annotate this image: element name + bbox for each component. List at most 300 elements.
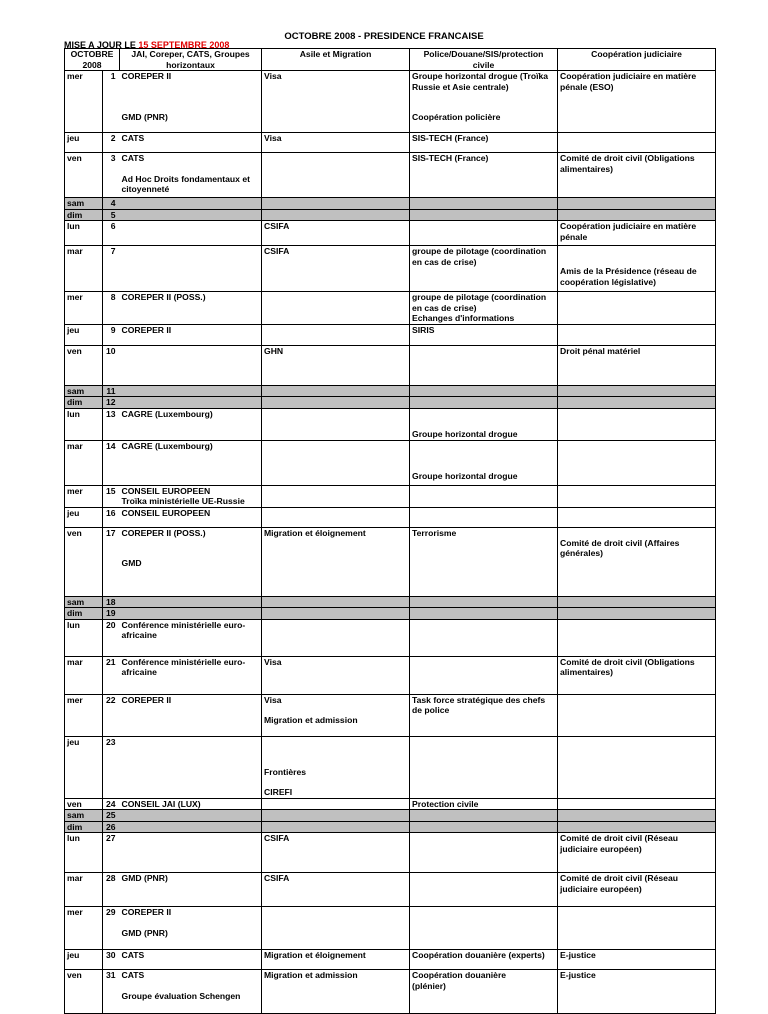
day-number: 17 bbox=[103, 527, 120, 596]
cell-c4 bbox=[558, 345, 716, 385]
day-name: lun bbox=[65, 408, 103, 440]
cell-line: alimentaires) bbox=[560, 163, 614, 174]
cell-c1 bbox=[120, 153, 262, 198]
cell-c4 bbox=[558, 810, 716, 822]
day-name: ven bbox=[65, 345, 103, 385]
cell-line bbox=[412, 409, 555, 419]
cell-line: alimentaires) bbox=[560, 667, 614, 677]
cell-line: de police bbox=[412, 705, 450, 715]
table-row bbox=[65, 198, 716, 210]
cell-c2 bbox=[262, 507, 410, 527]
cell-c4 bbox=[558, 292, 716, 325]
cell-line: en cas de crise) bbox=[412, 302, 477, 313]
cell-c1 bbox=[120, 221, 262, 246]
table-row bbox=[65, 153, 716, 198]
cell-line bbox=[412, 102, 555, 112]
cell-c4 bbox=[558, 798, 716, 810]
cell-c2 bbox=[262, 656, 410, 694]
cell-c4 bbox=[558, 485, 716, 507]
cell-c1 bbox=[120, 608, 262, 620]
cell-line: COREPER II bbox=[121, 694, 172, 705]
cell-line: Coopération judiciaire en matière bbox=[560, 221, 697, 231]
cell-c2 bbox=[262, 596, 410, 608]
cell-line bbox=[264, 777, 407, 787]
cell-c3 bbox=[410, 246, 558, 292]
day-number: 13 bbox=[103, 408, 120, 440]
cell-line: E-justice bbox=[560, 970, 596, 980]
cell-c4 bbox=[558, 970, 716, 1014]
day-name: mer bbox=[65, 71, 103, 133]
header-police: Police/Douane/SIS/protection civile bbox=[410, 49, 558, 71]
cell-c3 bbox=[410, 485, 558, 507]
cell-line: Migration et éloignement bbox=[264, 950, 366, 960]
cell-line: groupe de pilotage (coordination bbox=[412, 246, 547, 256]
cell-c2 bbox=[262, 798, 410, 810]
cell-line: Frontières bbox=[264, 766, 307, 777]
day-name: lun bbox=[65, 619, 103, 656]
cell-c2 bbox=[262, 385, 410, 397]
day-name: mer bbox=[65, 907, 103, 950]
cell-line: Migration et admission bbox=[264, 715, 358, 725]
cell-c1 bbox=[120, 833, 262, 873]
cell-line: Visa bbox=[264, 71, 282, 81]
cell-c2 bbox=[262, 833, 410, 873]
day-number: 14 bbox=[103, 440, 120, 485]
update-date: 15 SEPTEMBRE 2008 bbox=[138, 40, 230, 50]
cell-line: Comité de droit civil (Réseau bbox=[560, 873, 678, 883]
day-name: sam bbox=[65, 810, 103, 822]
cell-c4 bbox=[558, 209, 716, 221]
cell-c3 bbox=[410, 385, 558, 397]
cell-line: GHN bbox=[264, 345, 284, 356]
cell-c2 bbox=[262, 153, 410, 198]
cell-c3 bbox=[410, 873, 558, 907]
table-row bbox=[65, 821, 716, 833]
day-name: ven bbox=[65, 970, 103, 1014]
table-row bbox=[65, 970, 716, 1014]
cell-line bbox=[412, 451, 555, 461]
day-number: 4 bbox=[103, 198, 120, 210]
cell-c4 bbox=[558, 873, 716, 907]
day-number: 29 bbox=[103, 907, 120, 950]
table-row bbox=[65, 345, 716, 385]
cell-c2 bbox=[262, 950, 410, 970]
cell-c1 bbox=[120, 209, 262, 221]
cell-c2 bbox=[262, 810, 410, 822]
table-row bbox=[65, 798, 716, 810]
cell-c1 bbox=[120, 798, 262, 810]
day-name: sam bbox=[65, 385, 103, 397]
cell-line bbox=[122, 92, 260, 102]
day-number: 27 bbox=[103, 833, 120, 873]
cell-c3 bbox=[410, 798, 558, 810]
cell-c1 bbox=[120, 440, 262, 485]
cell-line: générales) bbox=[560, 548, 604, 558]
cell-c2 bbox=[262, 907, 410, 950]
cell-c1 bbox=[120, 485, 262, 507]
cell-c1 bbox=[120, 345, 262, 385]
cell-c4 bbox=[558, 596, 716, 608]
cell-c3 bbox=[410, 694, 558, 736]
day-number: 22 bbox=[103, 694, 120, 736]
day-name: mer bbox=[65, 485, 103, 507]
cell-line: CONSEIL EUROPEEN bbox=[121, 485, 211, 496]
cell-c4 bbox=[558, 656, 716, 694]
cell-c4 bbox=[558, 821, 716, 833]
cell-line bbox=[412, 441, 555, 451]
cell-line bbox=[122, 164, 260, 174]
cell-line: CSIFA bbox=[264, 246, 290, 256]
day-name: dim bbox=[65, 397, 103, 409]
cell-line: CATS bbox=[121, 133, 145, 143]
cell-line bbox=[122, 82, 260, 92]
cell-line: Conférence ministérielle euro- bbox=[121, 619, 246, 630]
day-number: 15 bbox=[103, 485, 120, 507]
table-row bbox=[65, 246, 716, 292]
cell-line bbox=[412, 419, 555, 429]
cell-c2 bbox=[262, 440, 410, 485]
cell-c2 bbox=[262, 619, 410, 656]
cell-line: GMD bbox=[121, 558, 142, 568]
cell-line: Coopération douanière (experts) bbox=[412, 950, 545, 960]
cell-c3 bbox=[410, 292, 558, 325]
cell-c3 bbox=[410, 821, 558, 833]
day-number: 23 bbox=[103, 736, 120, 798]
cell-line: CSIFA bbox=[264, 221, 290, 231]
cell-line: Echanges d'informations bbox=[412, 313, 515, 323]
cell-line: groupe de pilotage (coordination bbox=[412, 292, 547, 302]
cell-line: GMD (PNR) bbox=[121, 873, 168, 883]
cell-line: pénale (ESO) bbox=[560, 81, 614, 92]
cell-line: Groupe horizontal drogue (Troïka bbox=[412, 71, 549, 81]
cell-c3 bbox=[410, 345, 558, 385]
cell-c3 bbox=[410, 133, 558, 153]
table-row bbox=[65, 873, 716, 907]
cell-c1 bbox=[120, 736, 262, 798]
cell-c1 bbox=[120, 596, 262, 608]
table-row bbox=[65, 408, 716, 440]
cell-line: Groupe horizontal drogue bbox=[412, 428, 518, 439]
cell-line: CATS bbox=[121, 970, 145, 980]
cell-c1 bbox=[120, 292, 262, 325]
table-row bbox=[65, 619, 716, 656]
cell-line: COREPER II bbox=[121, 324, 172, 335]
table-row bbox=[65, 485, 716, 507]
day-number: 26 bbox=[103, 821, 120, 833]
cell-c2 bbox=[262, 133, 410, 153]
cell-c3 bbox=[410, 596, 558, 608]
cell-line bbox=[122, 981, 260, 991]
cell-line: SIS-TECH (France) bbox=[412, 133, 489, 143]
day-number: 21 bbox=[103, 656, 120, 694]
document-title: OCTOBRE 2008 - PRESIDENCE FRANCAISE bbox=[284, 31, 484, 42]
cell-line: Migration et admission bbox=[264, 970, 358, 980]
cell-line: coopération législative) bbox=[560, 276, 657, 287]
cell-c2 bbox=[262, 246, 410, 292]
cell-c3 bbox=[410, 527, 558, 596]
cell-c3 bbox=[410, 619, 558, 656]
cell-c4 bbox=[558, 527, 716, 596]
day-name: jeu bbox=[65, 950, 103, 970]
cell-c4 bbox=[558, 440, 716, 485]
day-name: dim bbox=[65, 209, 103, 221]
cell-line: CATS bbox=[121, 950, 145, 960]
cell-line: Comité de droit civil (Obligations bbox=[560, 656, 695, 667]
cell-c1 bbox=[120, 821, 262, 833]
cell-line: Conférence ministérielle euro- bbox=[121, 656, 246, 667]
cell-line: judiciaire européen) bbox=[560, 843, 642, 854]
cell-line: COREPER II bbox=[121, 71, 172, 81]
cell-line: COREPER II bbox=[121, 907, 172, 917]
cell-c4 bbox=[558, 133, 716, 153]
cell-c3 bbox=[410, 608, 558, 620]
cell-line: Terrorisme bbox=[412, 527, 457, 538]
day-name: mar bbox=[65, 440, 103, 485]
day-number: 20 bbox=[103, 619, 120, 656]
day-number: 5 bbox=[103, 209, 120, 221]
cell-c4 bbox=[558, 619, 716, 656]
cell-line bbox=[264, 747, 407, 757]
cell-c3 bbox=[410, 198, 558, 210]
cell-line: Amis de la Présidence (réseau de bbox=[560, 266, 697, 276]
table-row bbox=[65, 385, 716, 397]
cell-c1 bbox=[120, 385, 262, 397]
cell-c1 bbox=[120, 694, 262, 736]
table-row bbox=[65, 71, 716, 133]
cell-c1 bbox=[120, 619, 262, 656]
cell-line bbox=[264, 757, 407, 767]
cell-line: Droit pénal matériel bbox=[560, 345, 641, 356]
cell-c3 bbox=[410, 810, 558, 822]
cell-c4 bbox=[558, 397, 716, 409]
cell-line: SIRIS bbox=[412, 324, 435, 335]
cell-c4 bbox=[558, 408, 716, 440]
day-number: 28 bbox=[103, 873, 120, 907]
cell-c3 bbox=[410, 440, 558, 485]
table-row bbox=[65, 397, 716, 409]
cell-c1 bbox=[120, 873, 262, 907]
cell-line: Comité de droit civil (Affaires bbox=[560, 537, 680, 548]
cell-line: en cas de crise) bbox=[412, 256, 477, 267]
cell-line: citoyenneté bbox=[121, 184, 170, 194]
cell-line: Coopération policière bbox=[412, 112, 501, 122]
cell-c3 bbox=[410, 408, 558, 440]
cell-c1 bbox=[120, 907, 262, 950]
cell-c1 bbox=[120, 71, 262, 133]
cell-line: CAGRE (Luxembourg) bbox=[121, 440, 213, 451]
day-name: jeu bbox=[65, 324, 103, 345]
cell-line: Task force stratégique des chefs bbox=[412, 694, 546, 705]
cell-c2 bbox=[262, 485, 410, 507]
cell-c2 bbox=[262, 873, 410, 907]
calendar-body bbox=[65, 71, 716, 1014]
cell-line: COREPER II (POSS.) bbox=[121, 292, 206, 302]
day-name: lun bbox=[65, 833, 103, 873]
table-row bbox=[65, 736, 716, 798]
day-name: mer bbox=[65, 292, 103, 325]
table-row bbox=[65, 133, 716, 153]
cell-line: CONSEIL JAI (LUX) bbox=[121, 798, 201, 809]
cell-c3 bbox=[410, 656, 558, 694]
cell-c1 bbox=[120, 950, 262, 970]
cell-c2 bbox=[262, 345, 410, 385]
cell-c2 bbox=[262, 821, 410, 833]
cell-c4 bbox=[558, 385, 716, 397]
table-row bbox=[65, 292, 716, 325]
cell-line: SIS-TECH (France) bbox=[412, 153, 489, 163]
day-number: 1 bbox=[103, 71, 120, 133]
cell-c3 bbox=[410, 153, 558, 198]
day-number: 10 bbox=[103, 345, 120, 385]
cell-c4 bbox=[558, 507, 716, 527]
cell-line bbox=[412, 92, 555, 102]
cell-c4 bbox=[558, 153, 716, 198]
cell-line: Coopération douanière bbox=[412, 970, 507, 980]
cell-c4 bbox=[558, 324, 716, 345]
cell-line: Migration et éloignement bbox=[264, 527, 366, 538]
day-number: 11 bbox=[103, 385, 120, 397]
header-cooperation: Coopération judiciaire bbox=[558, 49, 716, 71]
table-row bbox=[65, 440, 716, 485]
cell-line bbox=[560, 256, 713, 266]
cell-c4 bbox=[558, 246, 716, 292]
day-name: sam bbox=[65, 198, 103, 210]
day-name: dim bbox=[65, 821, 103, 833]
cell-c4 bbox=[558, 608, 716, 620]
cell-c2 bbox=[262, 408, 410, 440]
header-month: OCTOBRE 2008 bbox=[65, 49, 120, 71]
cell-c1 bbox=[120, 408, 262, 440]
cell-c2 bbox=[262, 694, 410, 736]
cell-line bbox=[412, 461, 555, 471]
cell-c1 bbox=[120, 246, 262, 292]
cell-c3 bbox=[410, 507, 558, 527]
day-number: 6 bbox=[103, 221, 120, 246]
day-number: 7 bbox=[103, 246, 120, 292]
table-row bbox=[65, 694, 716, 736]
cell-line: CAGRE (Luxembourg) bbox=[121, 408, 213, 419]
cell-line: CSIFA bbox=[264, 873, 290, 883]
day-number: 2 bbox=[103, 133, 120, 153]
cell-line bbox=[560, 246, 713, 256]
cell-line bbox=[264, 705, 407, 715]
table-row bbox=[65, 950, 716, 970]
cell-line: Troïka ministérielle UE-Russie bbox=[121, 496, 245, 506]
cell-line: (plénier) bbox=[412, 980, 446, 991]
day-number: 25 bbox=[103, 810, 120, 822]
cell-line: Ad Hoc Droits fondamentaux et bbox=[121, 173, 250, 184]
cell-c1 bbox=[120, 198, 262, 210]
cell-c2 bbox=[262, 71, 410, 133]
cell-line: Coopération judiciaire en matière bbox=[560, 71, 697, 81]
cell-c4 bbox=[558, 736, 716, 798]
cell-c2 bbox=[262, 527, 410, 596]
cell-c2 bbox=[262, 209, 410, 221]
day-name: sam bbox=[65, 596, 103, 608]
cell-c4 bbox=[558, 71, 716, 133]
day-number: 16 bbox=[103, 507, 120, 527]
cell-line: GMD (PNR) bbox=[121, 927, 168, 938]
cell-line: africaine bbox=[121, 630, 157, 640]
day-name: mar bbox=[65, 246, 103, 292]
table-row bbox=[65, 810, 716, 822]
cell-c2 bbox=[262, 324, 410, 345]
cell-c3 bbox=[410, 907, 558, 950]
cell-line: Visa bbox=[264, 694, 282, 705]
header-jai: JAI, Coreper, CATS, Groupes horizontaux bbox=[120, 49, 262, 71]
day-number: 19 bbox=[103, 608, 120, 620]
day-name: jeu bbox=[65, 736, 103, 798]
cell-c2 bbox=[262, 970, 410, 1014]
day-number: 18 bbox=[103, 596, 120, 608]
day-number: 30 bbox=[103, 950, 120, 970]
cell-c1 bbox=[120, 970, 262, 1014]
cell-line: Comité de droit civil (Obligations bbox=[560, 153, 695, 163]
cell-line bbox=[122, 548, 260, 558]
cell-line bbox=[264, 737, 407, 747]
cell-line bbox=[122, 102, 260, 112]
cell-c3 bbox=[410, 736, 558, 798]
day-name: ven bbox=[65, 527, 103, 596]
cell-line: CONSEIL EUROPEEN bbox=[121, 507, 211, 518]
cell-c2 bbox=[262, 736, 410, 798]
cell-c3 bbox=[410, 209, 558, 221]
cell-c4 bbox=[558, 907, 716, 950]
day-name: dim bbox=[65, 608, 103, 620]
cell-line: Groupe évaluation Schengen bbox=[121, 990, 241, 1001]
table-row bbox=[65, 507, 716, 527]
cell-c1 bbox=[120, 527, 262, 596]
cell-line bbox=[122, 538, 260, 548]
cell-line: GMD (PNR) bbox=[121, 111, 168, 122]
table-row bbox=[65, 324, 716, 345]
day-name: lun bbox=[65, 221, 103, 246]
cell-c3 bbox=[410, 970, 558, 1014]
cell-line bbox=[122, 918, 260, 928]
day-name: jeu bbox=[65, 507, 103, 527]
table-row bbox=[65, 527, 716, 596]
day-name: mer bbox=[65, 694, 103, 736]
day-number: 8 bbox=[103, 292, 120, 325]
cell-c3 bbox=[410, 397, 558, 409]
cell-c4 bbox=[558, 221, 716, 246]
cell-c3 bbox=[410, 833, 558, 873]
cell-line: CATS bbox=[121, 153, 145, 163]
cell-c3 bbox=[410, 71, 558, 133]
cell-c2 bbox=[262, 292, 410, 325]
cell-c1 bbox=[120, 397, 262, 409]
cell-line: Comité de droit civil (Réseau bbox=[560, 833, 678, 843]
calendar-table bbox=[64, 48, 716, 1014]
cell-c1 bbox=[120, 810, 262, 822]
cell-line: E-justice bbox=[560, 950, 596, 960]
day-name: ven bbox=[65, 798, 103, 810]
cell-c3 bbox=[410, 950, 558, 970]
cell-line: COREPER II (POSS.) bbox=[121, 527, 206, 538]
table-row bbox=[65, 209, 716, 221]
day-number: 12 bbox=[103, 397, 120, 409]
cell-c1 bbox=[120, 656, 262, 694]
table-row bbox=[65, 833, 716, 873]
cell-line: Groupe horizontal drogue bbox=[412, 470, 518, 481]
cell-c2 bbox=[262, 397, 410, 409]
cell-line bbox=[560, 528, 713, 538]
cell-c1 bbox=[120, 133, 262, 153]
day-name: mar bbox=[65, 656, 103, 694]
table-row bbox=[65, 907, 716, 950]
cell-line: CSIFA bbox=[264, 833, 290, 843]
cell-c4 bbox=[558, 950, 716, 970]
